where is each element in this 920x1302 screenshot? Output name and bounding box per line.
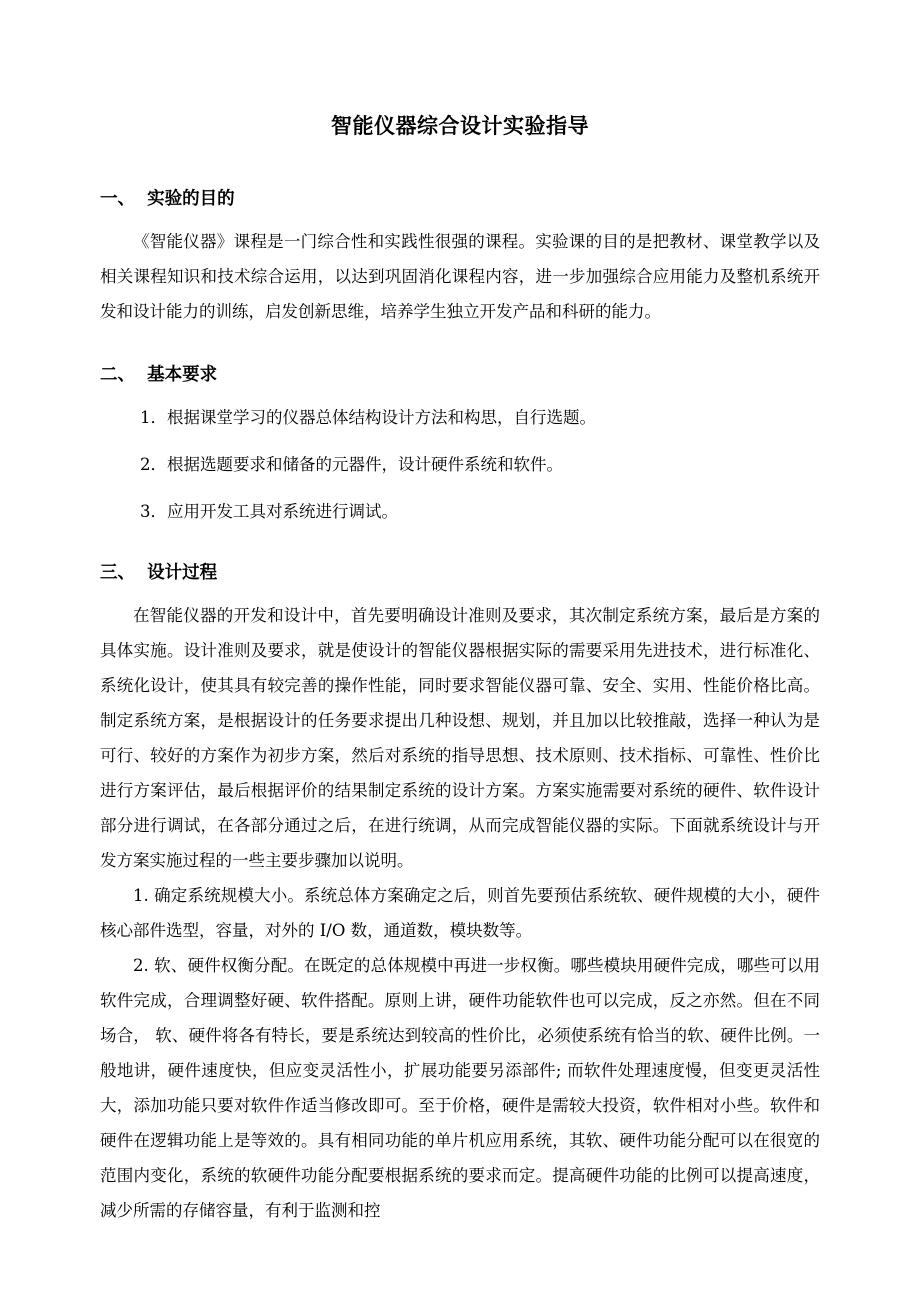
section-3-paragraph-1: 在智能仪器的开发和设计中，首先要明确设计准则及要求，其次制定系统方案，最后是方案的具体实施。设计准则及要求，就是使设计的智能仪器根据实际的需要采用先进技术，进行标准化、系统化设计，使其具有较完善的操作性能，同时要求智能仪器可靠、安全、实用、性能价格比高。制定系统方案，是根据设计的任务要求提出几种设想、规划，并且加以比较推敲，选择一种认为是可行、较好的方案作为初步方案，然后对系统的指导思想、技术原则、技术指标、可靠性、性价比进行方案评估，最后根据评价的结果制定系统的设计方案。方案实施需要对系统的硬件、软件设计部分进行调试，在各部分通过之后，在进行统调，从而完成智能仪器的实际。下面就系统设计与开发方案实施过程的一些主要步骤加以说明。 bbox=[100, 606, 820, 871]
list-item: 3．应用开发工具对系统进行调试。 bbox=[140, 502, 398, 522]
list-item: 2．根据选题要求和储备的元器件，设计硬件系统和软件。 bbox=[140, 455, 563, 475]
section-heading-1: 一、 实验的目的 bbox=[100, 189, 235, 210]
section-3-step-2: 2. 软、硬件权衡分配。在既定的总体规模中再进一步权衡。哪些模块用硬件完成，哪些可以用软件完成，合理调整好硬、软件搭配。原则上讲，硬件功能软件也可以完成，反之亦然。但在不同场合， 软、硬件将各有特长，要是系统达到较高的性价比，必须使系统有恰当的软、硬件比例。一般地讲，硬件速度快，但应变灵活性小，扩展功能要另添部件; 而软件处理速度慢，但变更灵活性大，添加功能只要对软件作适当修改即可。至于价格，硬件是需较大投资，软件相对小些。软件和硬件在逻辑功能上是等效的。具有相同功能的单片机应用系统，其软、硬件功能分配可以在很宽的范围内变化，系统的软硬件功能分配要根据系统的要求而定。提高硬件功能的比例可以提高速度，减少所需的存储容量，有利于监测和控 bbox=[100, 956, 820, 1221]
section-heading-3: 三、 设计过程 bbox=[100, 563, 218, 584]
section-2-list bbox=[100, 400, 820, 529]
section-heading-2: 二、 基本要求 bbox=[100, 365, 218, 386]
section-1-paragraph-1: 《智能仪器》课程是一门综合性和实践性很强的课程。实验课的目的是把教材、课堂教学以及相关课程知识和技术综合运用，以达到巩固消化课程内容，进一步加强综合应用能力及整机系统开发和设计能力的训练，启发创新思维，培养学生独立开发产品和科研的能力。 bbox=[100, 232, 820, 322]
page-content bbox=[100, 0, 820, 1228]
section-3-step-1: 1. 确定系统规模大小。系统总体方案确定之后，则首先要预估系统软、硬件规模的大小，硬件核心部件选型，容量，对外的 I/O 数，通道数，模块数等。 bbox=[100, 886, 820, 941]
page-title: 智能仪器综合设计实验指导 bbox=[331, 114, 589, 138]
list-item: 1．根据课堂学习的仪器总体结构设计方法和构思，自行选题。 bbox=[140, 408, 596, 428]
